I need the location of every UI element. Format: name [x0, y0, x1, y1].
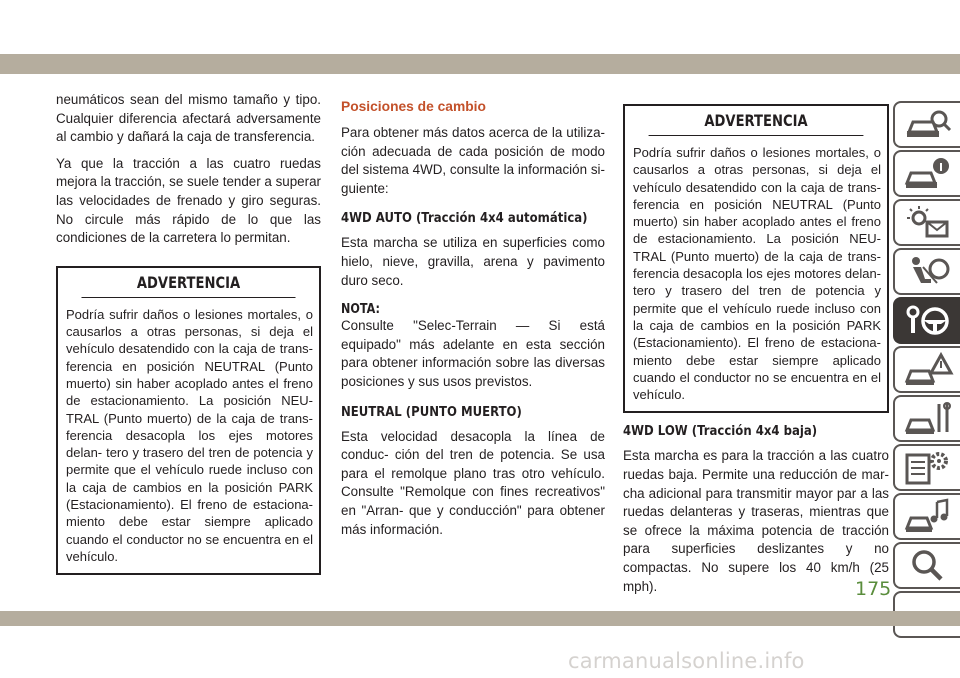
- tab-specifications[interactable]: [893, 444, 960, 491]
- section-title: Posiciones de cambio: [341, 99, 486, 114]
- tab-multimedia[interactable]: [893, 493, 960, 540]
- heading-neutral: NEUTRAL (PUNTO MUERTO): [341, 403, 522, 420]
- tab-car-info[interactable]: [893, 150, 960, 197]
- search-magnifier-icon: [903, 547, 953, 585]
- warning-text: Podría sufrir daños o lesiones mortales, o causarlos a otras personas, si deja el vehículo desatendido con la caja de trans- ferencia en posición NEUTRAL (Punto muerto) sin haber acoplado antes el freno de estacionamiento. La posición NEU- TRAL (Punto muerto) de la caja de trans- ferencia desacopla los ejes motores delan- tero y trasero del tren de potencia y permite que el vehículo ruede incluso con la caja de cambios en la posición PARK (Estacionamiento). El freno de estaciona- miento debe estar siempre aplicado cuando el conductor no se encuentra en el vehículo.: [633, 145, 881, 403]
- tab-search[interactable]: [893, 542, 960, 589]
- column-right: [623, 104, 889, 596]
- column-left: [56, 91, 321, 575]
- car-service-tools-icon: [903, 400, 953, 438]
- warning-title: ADVERTENCIA: [81, 268, 295, 298]
- car-search-icon: [903, 106, 953, 144]
- watermark: carmanualsonline.info: [568, 649, 805, 673]
- top-decorative-band: [0, 54, 960, 74]
- warning-box-left: [56, 266, 321, 575]
- car-info-icon: [903, 155, 953, 193]
- paragraph-4wd-low: Esta marcha es para la tracción a las cuatro ruedas baja. Permite una reducción de mar- cha adicional para transmitir mayor par a las ruedas delanteras y traseras, mientras que se ofrece la máxima potencia de tracción para superficies deslizantes y no compactas. No supere los 40 km/h (25 mph).: [623, 448, 889, 594]
- bottom-decorative-band: [0, 611, 960, 626]
- multimedia-music-icon: [903, 498, 953, 536]
- paragraph-4wd-traction: Ya que la tracción a las cuatro ruedas mejora la tracción, se suele tender a superar las velocidades de frenado y giro seguras. No circule más rápido de lo que las condiciones de la carretera lo permitan.: [56, 155, 321, 246]
- heading-4wd-low: 4WD LOW (Tracción 4x4 baja): [623, 423, 818, 440]
- paragraph-tire-size: neumáticos sean del mismo tamaño y tipo. Cualquier diferencia afectará adversamente al cambio y dañará la caja de transferencia.: [56, 92, 321, 145]
- page-number: 175: [855, 578, 892, 600]
- tab-starting-driving[interactable]: [893, 297, 960, 344]
- note-label: NOTA:: [341, 302, 380, 318]
- tab-warning-lights[interactable]: [893, 199, 960, 246]
- roadside-emergency-icon: [903, 351, 953, 389]
- tab-car-search[interactable]: [893, 101, 960, 148]
- warning-box-right: [623, 104, 889, 413]
- paragraph-neutral: Esta velocidad desacopla la línea de conduc- ción del tren de potencia. Se usa para el remolque plano tras otro vehículo. Consulte "Remolque con fines recreativos" en "Arran- que y conducción" para obtener más información.: [341, 428, 605, 537]
- tab-airbag-safety[interactable]: [893, 248, 960, 295]
- warning-lights-icon: [903, 204, 953, 242]
- tab-roadside-emergency[interactable]: [893, 346, 960, 393]
- warning-text: Podría sufrir daños o lesiones mortales, o causarlos a otras personas, si deja el vehículo desatendido con la caja de trans- ferencia en posición NEUTRAL (Punto muerto) sin haber acoplado antes el freno de estacionamiento. La posición NEU- TRAL (Punto muerto) de la caja de trans- ferencia desacopla los ejes motores delan- tero y trasero del tren de potencia y permite que el vehículo ruede incluso con la caja de cambios en la posición PARK (Estacionamiento). El freno de estaciona- miento debe estar siempre aplicado cuando el conductor no se encuentra en el vehículo.: [66, 306, 313, 564]
- airbag-safety-icon: [903, 253, 953, 291]
- heading-4wd-auto: 4WD AUTO (Tracción 4x4 automática): [341, 210, 588, 227]
- paragraph-intro: Para obtener más datos acerca de la utiliza- ción adecuada de cada posición de modo del sistema 4WD, consulte la información si- guiente:: [341, 125, 605, 196]
- specifications-gear-icon: [903, 449, 953, 487]
- column-middle: [341, 99, 605, 539]
- chapter-tab-bar: [893, 101, 960, 640]
- paragraph-4wd-auto: Esta marcha se utiliza en superficies como hielo, nieve, gravilla, arena y pavimento duro seco.: [341, 235, 605, 288]
- note-text: Consulte "Selec-Terrain — Si está equipado" más adelante en esta sección para obtener información sobre las diversas posiciones y sus usos previstos.: [341, 318, 605, 389]
- tab-service-maintenance[interactable]: [893, 395, 960, 442]
- steering-wheel-key-icon: [903, 302, 953, 340]
- warning-title: ADVERTENCIA: [649, 106, 864, 136]
